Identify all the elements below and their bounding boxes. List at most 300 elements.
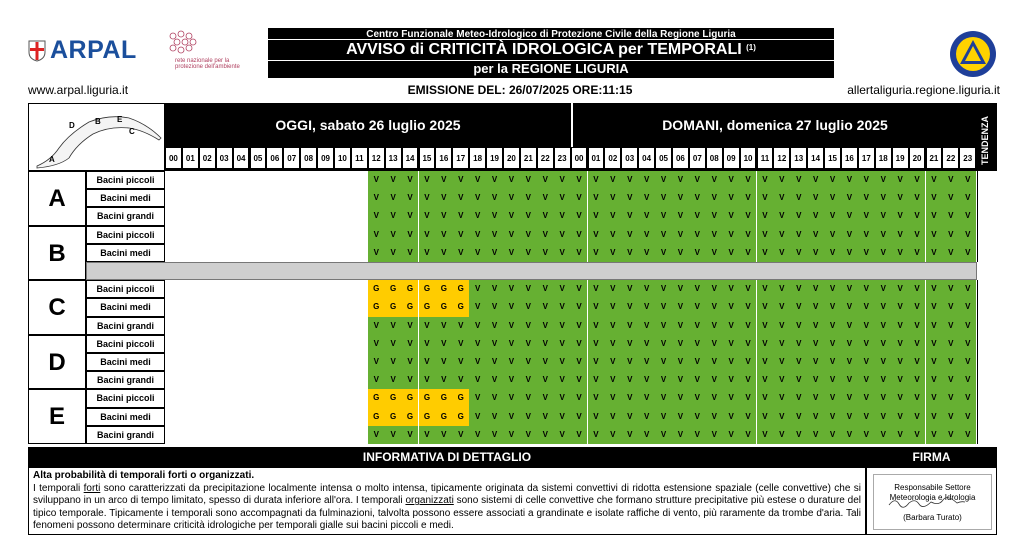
green-level-cell: V <box>942 226 959 244</box>
green-level-cell: V <box>655 426 672 444</box>
allerta-url[interactable]: allertaliguria.regione.liguria.it <box>847 83 1000 97</box>
trend-cell <box>977 371 997 389</box>
green-level-cell: V <box>655 226 672 244</box>
hour-cell: 07 <box>689 147 706 169</box>
green-level-cell: V <box>638 280 655 298</box>
green-level-cell: V <box>621 226 638 244</box>
green-level-cell: V <box>790 353 807 371</box>
yellow-level-cell: G <box>385 298 402 316</box>
green-level-cell: V <box>638 426 655 444</box>
green-level-cell: V <box>621 371 638 389</box>
trend-cell <box>977 207 997 225</box>
hour-cell: 11 <box>757 147 774 169</box>
yellow-level-cell: G <box>452 389 469 407</box>
green-level-cell: V <box>368 335 385 353</box>
green-level-cell: V <box>790 244 807 262</box>
hour-cell: 05 <box>655 147 672 169</box>
basin-label: Bacini medi <box>86 189 165 207</box>
no-forecast-cells <box>165 335 368 353</box>
hour-cell: 20 <box>503 147 520 169</box>
green-level-cell: V <box>554 371 571 389</box>
green-level-cell: V <box>385 244 402 262</box>
green-level-cell: V <box>757 371 774 389</box>
green-level-cell: V <box>520 207 537 225</box>
green-level-cell: V <box>368 317 385 335</box>
green-level-cell: V <box>706 189 723 207</box>
green-level-cell: V <box>588 171 605 189</box>
green-level-cell: V <box>638 408 655 426</box>
green-level-cell: V <box>554 408 571 426</box>
green-level-cell: V <box>486 244 503 262</box>
green-level-cell: V <box>655 317 672 335</box>
green-level-cell: V <box>807 408 824 426</box>
green-level-cell: V <box>638 298 655 316</box>
basin-label: Bacini medi <box>86 353 165 371</box>
green-level-cell: V <box>604 280 621 298</box>
title-banner <box>268 28 834 78</box>
green-level-cell: V <box>571 426 588 444</box>
zone-label: A <box>28 171 86 226</box>
info-underline-organizzati: organizzati <box>405 495 454 506</box>
green-level-cell: V <box>841 171 858 189</box>
green-level-cell: V <box>537 408 554 426</box>
green-level-cell: V <box>604 244 621 262</box>
green-level-cell: V <box>858 244 875 262</box>
green-level-cell: V <box>469 298 486 316</box>
hour-cell: 09 <box>723 147 740 169</box>
green-level-cell: V <box>520 226 537 244</box>
yellow-level-cell: G <box>368 408 385 426</box>
green-level-cell: V <box>604 298 621 316</box>
green-level-cell: V <box>790 207 807 225</box>
green-level-cell: V <box>740 244 757 262</box>
green-level-cell: V <box>503 280 520 298</box>
map-label-e: E <box>117 115 123 124</box>
trend-cell <box>977 389 997 407</box>
green-level-cell: V <box>757 189 774 207</box>
green-level-cell: V <box>807 371 824 389</box>
green-level-cell: V <box>773 408 790 426</box>
green-level-cell: V <box>402 371 419 389</box>
green-level-cell: V <box>824 171 841 189</box>
green-level-cell: V <box>824 408 841 426</box>
green-level-cell: V <box>706 371 723 389</box>
green-level-cell: V <box>926 189 943 207</box>
green-level-cell: V <box>959 298 976 316</box>
green-level-cell: V <box>621 280 638 298</box>
green-level-cell: V <box>959 408 976 426</box>
green-level-cell: V <box>638 335 655 353</box>
green-level-cell: V <box>790 371 807 389</box>
signature-name: (Barbara Turato) <box>903 513 962 522</box>
green-level-cell: V <box>486 189 503 207</box>
green-level-cell: V <box>638 244 655 262</box>
green-level-cell: V <box>773 371 790 389</box>
green-level-cell: V <box>621 353 638 371</box>
green-level-cell: V <box>858 408 875 426</box>
green-level-cell: V <box>723 317 740 335</box>
green-level-cell: V <box>942 207 959 225</box>
green-level-cell: V <box>740 207 757 225</box>
day-today-title: OGGI, sabato 26 luglio 2025 <box>275 117 461 133</box>
green-level-cell: V <box>909 244 926 262</box>
green-level-cell: V <box>909 189 926 207</box>
rete-nazionale-text: rete nazionale per la protezione dell'ambiente <box>175 58 240 70</box>
green-level-cell: V <box>773 226 790 244</box>
hour-cell: 04 <box>638 147 655 169</box>
green-level-cell: V <box>892 189 909 207</box>
green-level-cell: V <box>402 335 419 353</box>
green-level-cell: V <box>655 389 672 407</box>
info-title: Alta probabilità di temporali forti o organizzati. <box>33 470 255 481</box>
page-title <box>268 40 834 61</box>
green-level-cell: V <box>807 317 824 335</box>
signature-box <box>866 467 997 535</box>
green-level-cell: V <box>419 353 436 371</box>
green-level-cell: V <box>672 371 689 389</box>
green-level-cell: V <box>909 371 926 389</box>
empty-separator-row <box>86 262 977 280</box>
green-level-cell: V <box>841 189 858 207</box>
green-level-cell: V <box>503 298 520 316</box>
zone-label: D <box>28 335 86 390</box>
green-level-cell: V <box>435 226 452 244</box>
green-level-cell: V <box>875 371 892 389</box>
hour-cell: 03 <box>621 147 638 169</box>
green-level-cell: V <box>537 226 554 244</box>
green-level-cell: V <box>858 371 875 389</box>
green-level-cell: V <box>909 280 926 298</box>
green-level-cell: V <box>959 371 976 389</box>
green-level-cell: V <box>858 280 875 298</box>
hour-cell: 10 <box>740 147 757 169</box>
hour-cell: 06 <box>672 147 689 169</box>
green-level-cell: V <box>892 171 909 189</box>
green-level-cell: V <box>435 335 452 353</box>
green-level-cell: V <box>435 207 452 225</box>
trend-cell <box>977 335 997 353</box>
green-level-cell: V <box>368 226 385 244</box>
green-level-cell: V <box>604 226 621 244</box>
green-level-cell: V <box>706 335 723 353</box>
green-level-cell: V <box>452 207 469 225</box>
green-level-cell: V <box>638 171 655 189</box>
green-level-cell: V <box>435 244 452 262</box>
green-level-cell: V <box>486 226 503 244</box>
green-level-cell: V <box>537 207 554 225</box>
green-level-cell: V <box>959 207 976 225</box>
green-level-cell: V <box>486 426 503 444</box>
green-level-cell: V <box>959 317 976 335</box>
green-level-cell: V <box>469 335 486 353</box>
green-level-cell: V <box>452 226 469 244</box>
green-level-cell: V <box>621 408 638 426</box>
hour-cell: 06 <box>266 147 283 169</box>
center-org: Centro Funzionale Meteo-Idrologico di Protezione Civile della Regione Liguria <box>268 28 834 40</box>
green-level-cell: V <box>655 408 672 426</box>
green-level-cell: V <box>723 371 740 389</box>
yellow-level-cell: G <box>385 389 402 407</box>
zone-label: B <box>28 226 86 281</box>
green-level-cell: V <box>909 317 926 335</box>
green-level-cell: V <box>757 298 774 316</box>
green-level-cell: V <box>841 335 858 353</box>
green-level-cell: V <box>554 189 571 207</box>
green-level-cell: V <box>706 317 723 335</box>
green-level-cell: V <box>385 317 402 335</box>
green-level-cell: V <box>841 389 858 407</box>
green-level-cell: V <box>402 171 419 189</box>
green-level-cell: V <box>419 171 436 189</box>
green-level-cell: V <box>402 426 419 444</box>
green-level-cell: V <box>402 353 419 371</box>
green-level-cell: V <box>452 171 469 189</box>
green-level-cell: V <box>655 335 672 353</box>
green-level-cell: V <box>638 353 655 371</box>
molecule-icon <box>165 28 205 58</box>
green-level-cell: V <box>486 298 503 316</box>
green-level-cell: V <box>926 426 943 444</box>
green-level-cell: V <box>790 335 807 353</box>
green-level-cell: V <box>757 244 774 262</box>
green-level-cell: V <box>672 426 689 444</box>
green-level-cell: V <box>790 171 807 189</box>
no-forecast-cells <box>165 371 368 389</box>
green-level-cell: V <box>520 408 537 426</box>
green-level-cell: V <box>689 226 706 244</box>
green-level-cell: V <box>875 171 892 189</box>
green-level-cell: V <box>486 317 503 335</box>
hour-cell: 08 <box>706 147 723 169</box>
green-level-cell: V <box>655 298 672 316</box>
green-level-cell: V <box>588 244 605 262</box>
green-level-cell: V <box>469 371 486 389</box>
green-level-cell: V <box>909 298 926 316</box>
green-level-cell: V <box>841 298 858 316</box>
green-level-cell: V <box>723 335 740 353</box>
yellow-level-cell: G <box>402 298 419 316</box>
green-level-cell: V <box>452 426 469 444</box>
green-level-cell: V <box>706 171 723 189</box>
hour-cell: 19 <box>486 147 503 169</box>
green-level-cell: V <box>435 426 452 444</box>
green-level-cell: V <box>824 298 841 316</box>
hour-cell: 13 <box>790 147 807 169</box>
green-level-cell: V <box>841 280 858 298</box>
trend-cell <box>977 226 997 244</box>
no-forecast-cells <box>165 426 368 444</box>
basin-label: Bacini grandi <box>86 426 165 444</box>
green-level-cell: V <box>807 353 824 371</box>
green-level-cell: V <box>402 226 419 244</box>
green-level-cell: V <box>909 408 926 426</box>
green-level-cell: V <box>638 389 655 407</box>
green-level-cell: V <box>604 335 621 353</box>
green-level-cell: V <box>503 171 520 189</box>
hour-cell: 13 <box>385 147 402 169</box>
green-level-cell: V <box>723 171 740 189</box>
green-level-cell: V <box>621 189 638 207</box>
green-level-cell: V <box>621 317 638 335</box>
green-level-cell: V <box>926 371 943 389</box>
no-forecast-cells <box>165 171 368 189</box>
green-level-cell: V <box>841 317 858 335</box>
basin-label: Bacini piccoli <box>86 280 165 298</box>
green-level-cell: V <box>385 171 402 189</box>
basin-label: Bacini piccoli <box>86 335 165 353</box>
green-level-cell: V <box>892 207 909 225</box>
yellow-level-cell: G <box>419 280 436 298</box>
green-level-cell: V <box>875 335 892 353</box>
green-level-cell: V <box>469 280 486 298</box>
green-level-cell: V <box>571 335 588 353</box>
basin-label: Bacini piccoli <box>86 171 165 189</box>
green-level-cell: V <box>402 189 419 207</box>
green-level-cell: V <box>435 317 452 335</box>
hour-cell: 20 <box>909 147 926 169</box>
green-level-cell: V <box>841 353 858 371</box>
green-level-cell: V <box>773 207 790 225</box>
hour-cell: 16 <box>841 147 858 169</box>
green-level-cell: V <box>554 280 571 298</box>
basin-label: Bacini medi <box>86 298 165 316</box>
green-level-cell: V <box>368 244 385 262</box>
no-forecast-cells <box>165 317 368 335</box>
green-level-cell: V <box>672 389 689 407</box>
green-level-cell: V <box>537 280 554 298</box>
green-level-cell: V <box>740 353 757 371</box>
green-level-cell: V <box>909 389 926 407</box>
green-level-cell: V <box>537 244 554 262</box>
green-level-cell: V <box>452 335 469 353</box>
yellow-level-cell: G <box>402 280 419 298</box>
green-level-cell: V <box>723 353 740 371</box>
green-level-cell: V <box>875 207 892 225</box>
green-level-cell: V <box>959 189 976 207</box>
green-level-cell: V <box>554 353 571 371</box>
yellow-level-cell: G <box>402 389 419 407</box>
green-level-cell: V <box>385 371 402 389</box>
green-level-cell: V <box>723 298 740 316</box>
green-level-cell: V <box>959 335 976 353</box>
green-level-cell: V <box>757 353 774 371</box>
hour-cell: 22 <box>942 147 959 169</box>
hour-cell: 01 <box>182 147 199 169</box>
green-level-cell: V <box>655 280 672 298</box>
green-level-cell: V <box>892 298 909 316</box>
green-level-cell: V <box>621 171 638 189</box>
hour-cell: 15 <box>824 147 841 169</box>
green-level-cell: V <box>520 371 537 389</box>
no-forecast-cells <box>165 298 368 316</box>
green-level-cell: V <box>858 426 875 444</box>
yellow-level-cell: G <box>368 298 385 316</box>
green-level-cell: V <box>757 317 774 335</box>
green-level-cell: V <box>419 244 436 262</box>
hour-cell: 17 <box>452 147 469 169</box>
green-level-cell: V <box>520 353 537 371</box>
green-level-cell: V <box>807 335 824 353</box>
green-level-cell: V <box>824 335 841 353</box>
green-level-cell: V <box>909 335 926 353</box>
green-level-cell: V <box>942 280 959 298</box>
hour-cell: 00 <box>571 147 588 169</box>
green-level-cell: V <box>909 207 926 225</box>
green-level-cell: V <box>638 207 655 225</box>
green-level-cell: V <box>773 317 790 335</box>
green-level-cell: V <box>790 189 807 207</box>
green-level-cell: V <box>452 371 469 389</box>
green-level-cell: V <box>520 335 537 353</box>
green-level-cell: V <box>909 353 926 371</box>
green-level-cell: V <box>773 244 790 262</box>
hour-cell: 22 <box>537 147 554 169</box>
green-level-cell: V <box>942 189 959 207</box>
green-level-cell: V <box>469 171 486 189</box>
green-level-cell: V <box>740 189 757 207</box>
green-level-cell: V <box>807 171 824 189</box>
info-part-2: sono caratterizzati da precipitazione localmente intensa o molto intensa, tipicamente originata da sistemi convettivi di ridotta estensione spaziale (celle convettive) che si sviluppano in un arco di tempo limitato, spesso di durata inferiore all'ora. I temporali <box>33 482 861 506</box>
green-level-cell: V <box>588 335 605 353</box>
trend-cell <box>977 317 997 335</box>
liguria-map-icon <box>29 104 164 170</box>
green-level-cell: V <box>503 353 520 371</box>
green-level-cell: V <box>571 298 588 316</box>
yellow-level-cell: G <box>385 408 402 426</box>
green-level-cell: V <box>503 317 520 335</box>
green-level-cell: V <box>858 317 875 335</box>
green-level-cell: V <box>841 408 858 426</box>
page-subtitle: per la REGIONE LIGURIA <box>473 61 629 76</box>
green-level-cell: V <box>503 371 520 389</box>
green-level-cell: V <box>503 189 520 207</box>
green-level-cell: V <box>740 371 757 389</box>
green-level-cell: V <box>807 280 824 298</box>
green-level-cell: V <box>841 226 858 244</box>
arpal-url[interactable]: www.arpal.liguria.it <box>28 83 129 97</box>
green-level-cell: V <box>588 298 605 316</box>
green-level-cell: V <box>571 408 588 426</box>
hour-cell: 00 <box>165 147 182 169</box>
basin-label: Bacini grandi <box>86 371 165 389</box>
green-level-cell: V <box>790 389 807 407</box>
green-level-cell: V <box>909 171 926 189</box>
green-level-cell: V <box>588 353 605 371</box>
green-level-cell: V <box>689 426 706 444</box>
green-level-cell: V <box>571 389 588 407</box>
green-level-cell: V <box>469 189 486 207</box>
green-level-cell: V <box>672 207 689 225</box>
green-level-cell: V <box>486 171 503 189</box>
green-level-cell: V <box>706 353 723 371</box>
green-level-cell: V <box>469 408 486 426</box>
green-level-cell: V <box>892 244 909 262</box>
green-level-cell: V <box>638 226 655 244</box>
green-level-cell: V <box>824 317 841 335</box>
green-level-cell: V <box>689 317 706 335</box>
hour-cell: 21 <box>520 147 537 169</box>
green-level-cell: V <box>621 389 638 407</box>
green-level-cell: V <box>740 389 757 407</box>
green-level-cell: V <box>554 317 571 335</box>
green-level-cell: V <box>672 244 689 262</box>
green-level-cell: V <box>757 389 774 407</box>
green-level-cell: V <box>892 408 909 426</box>
green-level-cell: V <box>790 408 807 426</box>
green-level-cell: V <box>942 426 959 444</box>
green-level-cell: V <box>942 353 959 371</box>
green-level-cell: V <box>740 317 757 335</box>
